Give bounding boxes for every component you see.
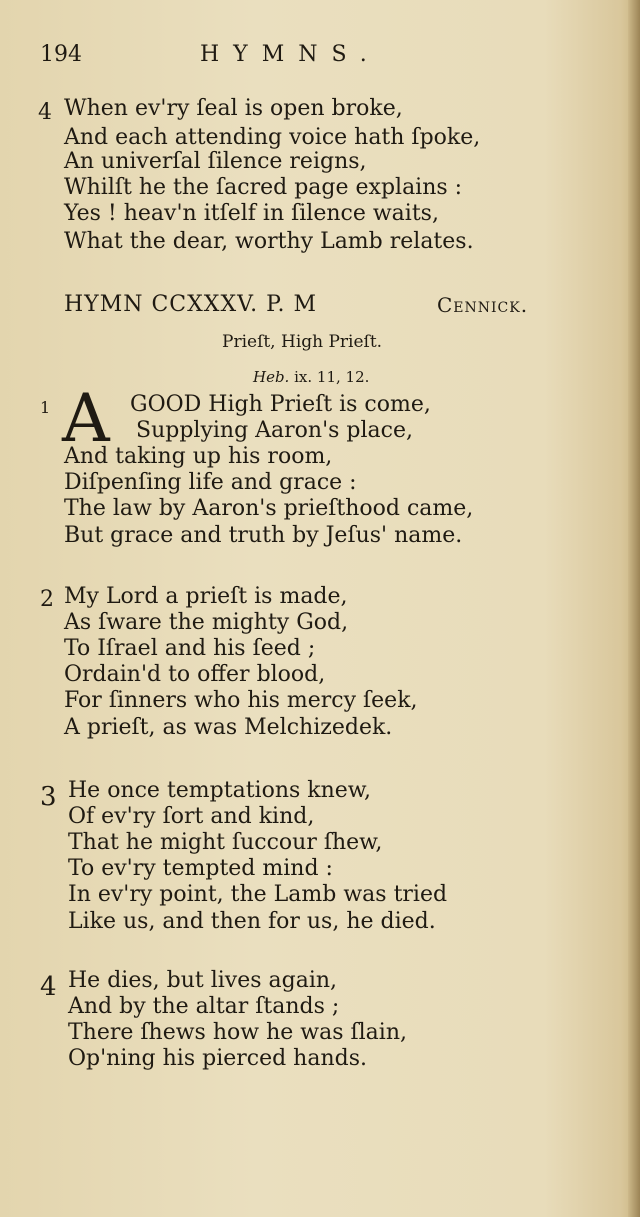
stanza-number: 4 (38, 100, 52, 125)
stanza-number: 3 (40, 782, 57, 812)
verse-line: As ſware the mighty God, (64, 610, 349, 635)
page-number: 194 (40, 42, 82, 67)
verse-line: The law by Aaron's prieſthood came, (64, 496, 474, 521)
verse-line: Supplying Aaron's place, (136, 418, 413, 443)
verse-line: He once temptations knew, (68, 778, 372, 803)
scripture-verses: ix. 11, 12. (294, 368, 370, 386)
verse-line: Op'ning his pierced hands. (68, 1046, 367, 1071)
stanza-number: 2 (40, 587, 54, 612)
verse-line: When ev'ry ſeal is open broke, (64, 96, 403, 121)
verse-line: Whilſt he the ſacred page explains : (64, 175, 463, 200)
scripture-book: Heb. (253, 368, 290, 386)
verse-line: And taking up his room, (64, 444, 333, 469)
verse-line: He dies, but lives again, (68, 968, 338, 993)
running-title: HYMNS. (200, 42, 381, 67)
verse-line: Ordain'd to offer blood, (64, 662, 326, 687)
verse-line: Yes ! heav'n itſelf in ſilence waits, (64, 201, 439, 226)
verse-line: To ev'ry tempted mind : (68, 856, 333, 881)
drop-cap: A (62, 380, 110, 457)
verse-line: My Lord a prieſt is made, (64, 584, 348, 609)
verse-line: What the dear, worthy Lamb relates. (64, 229, 474, 254)
verse-line: And by the altar ſtands ; (68, 994, 340, 1019)
verse-line: And each attending voice hath ſpoke, (64, 125, 481, 150)
verse-line: There ſhews how he was ſlain, (68, 1020, 407, 1045)
verse-line: An univerſal ſilence reigns, (64, 149, 367, 174)
verse-line: Like us, and then for us, he died. (68, 909, 436, 934)
page-edge (628, 0, 640, 1217)
verse-line: That he might ſuccour ſhew, (68, 830, 383, 855)
verse-line: Diſpenſing life and grace : (64, 470, 357, 495)
stanza-number: 1 (40, 398, 51, 417)
verse-line: In ev'ry point, the Lamb was tried (68, 882, 448, 907)
stanza-number: 4 (40, 972, 57, 1002)
hymn-subject: Prieſt, High Prieſt. (222, 332, 383, 352)
verse-line: But grace and truth by Jeſus' name. (64, 523, 463, 548)
verse-line: To Iſrael and his ſeed ; (64, 636, 316, 661)
verse-line: Of ev'ry ſort and kind, (68, 804, 315, 829)
hymn-author: Cennick. (437, 293, 529, 317)
verse-line: For ſinners who his mercy ſeek, (64, 688, 418, 713)
verse-line: GOOD High Prieſt is come, (130, 392, 431, 417)
verse-line: A prieſt, as was Melchizedek. (64, 715, 393, 740)
scripture-reference (253, 366, 369, 388)
hymn-title: HYMN CCXXXV. P. M (64, 292, 318, 317)
